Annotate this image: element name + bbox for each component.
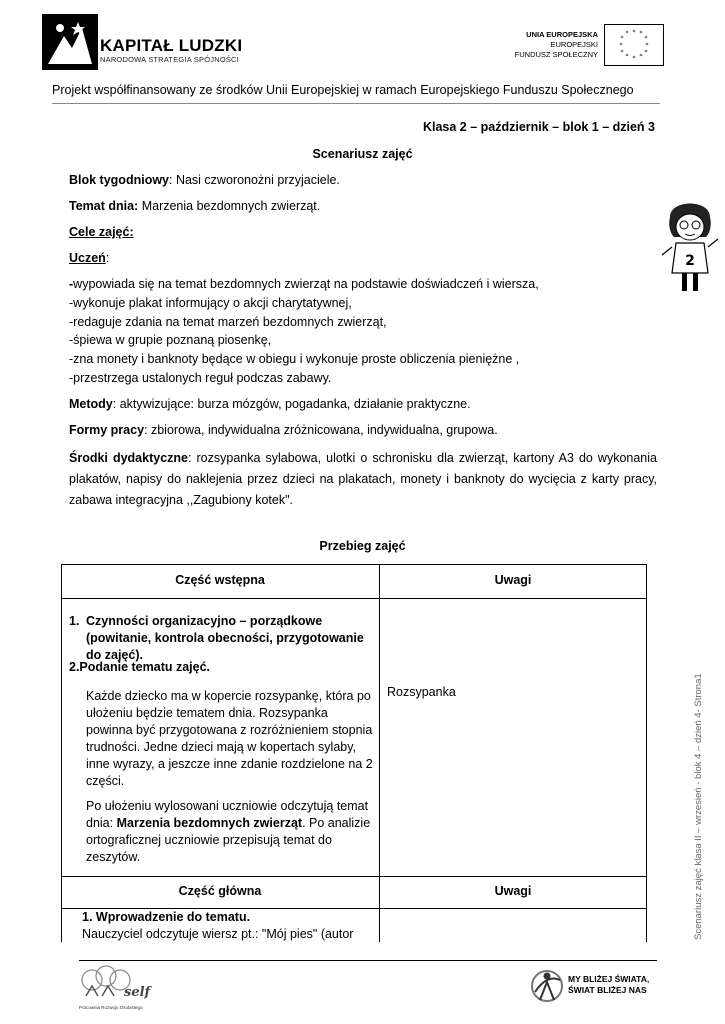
eu-caption (470, 30, 598, 60)
student-line (69, 251, 109, 265)
remark-scramble: Rozsypanka (387, 685, 456, 699)
svg-text:*: * (632, 29, 636, 36)
class-info: Klasa 2 – październik – blok 1 – dzień 3 (422, 120, 655, 134)
svg-text:*: * (620, 49, 624, 56)
topic-reading-paragraph: Po ułożeniu wylosowani uczniowie odczytują temat dnia: Marzenia bezdomnych zwierząt. Po analizie ortograficznej uczniowie przepisują temat do zeszytów. (86, 799, 371, 864)
mascot-number: 2 (685, 253, 695, 269)
weekly-block-line (69, 173, 340, 187)
logo-title: KAPITAŁ LUDZKI (100, 36, 243, 55)
scenario-title: Scenariusz zajęć (312, 147, 413, 161)
footer-divider (79, 960, 657, 961)
goal-item: -przestrzega ustalonych reguł podczas zabawy. (69, 370, 332, 385)
header-divider (52, 103, 660, 104)
work-forms-label: Formy pracy (69, 423, 145, 437)
page-side-caption: Scenariusz zajęć klasa II – wrzesień - blok 4 – dzień 4- Strona1 (693, 673, 704, 940)
svg-text:*: * (644, 35, 648, 42)
lesson-table (61, 564, 647, 942)
eu-flag-icon (604, 24, 664, 66)
self-logo-text: self (124, 985, 151, 1000)
topic-label: Temat dnia: (69, 199, 139, 213)
remarks-header-2: Uwagi (494, 884, 532, 898)
eu-line-2: EUROPEJSKI (550, 40, 598, 49)
globe-figure-icon (530, 966, 564, 1006)
logo-line-2: ŚWIAT BLIŻEJ NAS (568, 985, 647, 995)
goal-item: -wypowiada się na temat bezdomnych zwierząt na podstawie doświadczeń i wiersza, (69, 277, 539, 291)
svg-text:*: * (625, 53, 629, 60)
svg-text:*: * (625, 30, 629, 37)
step-organizational (69, 613, 375, 662)
goals-heading: Cele zajęć: (69, 225, 134, 239)
topic-value: Marzenia bezdomnych zwierząt. (138, 199, 321, 213)
table-border (61, 876, 647, 877)
goal-item: -zna monety i banknoty będące w obiegu i wykonuje proste obliczenia pieniężne , (69, 352, 520, 367)
goal-dash: - (69, 277, 74, 291)
weekly-block-label: Blok tygodniowy (69, 173, 169, 187)
work-forms-line (69, 423, 498, 437)
table-border (61, 598, 647, 599)
methods-value: : aktywizujące: burza mózgów, pogadanka, działanie praktyczne. (112, 397, 471, 411)
topic-line (69, 199, 320, 213)
svg-text:*: * (619, 42, 623, 49)
my-blizej-swiata-logo-text (568, 974, 649, 996)
goal-item: -wykonuje plakat informujący o akcji charytatywnej, (69, 295, 352, 310)
remarks-header: Uwagi (494, 573, 532, 587)
svg-text:*: * (639, 30, 643, 37)
work-forms-value: : zbiorowa, indywidualna zróżnicowana, indywidualna, grupowa. (144, 423, 498, 437)
kapital-ludzki-logo (42, 14, 98, 70)
eu-line-3: FUNDUSZ SPOŁECZNY (514, 50, 598, 59)
svg-text:*: * (639, 53, 643, 60)
lesson-course-title: Przebieg zajęć (319, 539, 406, 553)
self-caption: Pracownia Rozwoju Osobistego (79, 1005, 143, 1010)
goal-item: -śpiewa w grupie poznaną piosenkę, (69, 333, 272, 348)
student-label: Uczeń (69, 251, 106, 265)
main-section-header: Część główna (178, 884, 262, 898)
weekly-block-value: : Nasi czworonożni przyjaciele. (169, 173, 340, 187)
logo-line-1: MY BLIŻEJ ŚWIATA, (568, 974, 650, 984)
step-introduction: 1. Wprowadzenie do tematu. (82, 910, 251, 924)
svg-text:*: * (620, 35, 624, 42)
step-introduction-text: Nauczyciel odczytuje wiersz pt.: "Mój pies" (autor (82, 927, 354, 941)
step-organizational-text: Czynności organizacyjno – porządkowe (powitanie, kontrola obecności, przygotowanie do zajęć). (86, 614, 364, 662)
svg-text:*: * (645, 42, 649, 49)
scramble-paragraph: Każde dziecko ma w kopercie rozsypankę, która po ułożeniu będzie tematem dnia. Rozsypanka powinna być przygotowana z rozróżnieniem stopnia trudności. Jedne dzieci mają w kopertach sylaby, inne wyrazy, a jeszcze inne zdanie rozdzielone na 2 części. (86, 689, 373, 788)
teaching-aids-value: : rozsypanka sylabowa, ulotki o schronisku dla zwierząt, kartony A3 do wykonania plakatów, napisy do naklejenia przez dzieci na plakatach, monety i banknoty do wycięcia z karty pracy, zabawa integracyjna ,,Zagubiony kotek". (69, 451, 657, 507)
goals-list (69, 275, 539, 388)
svg-text:*: * (632, 55, 636, 62)
methods-label: Metody (69, 397, 113, 411)
teaching-aids-label: Środki dydaktyczne (69, 451, 188, 465)
table-border (61, 564, 647, 565)
goal-item: -redaguje zdania na temat marzeń bezdomnych zwierząt, (69, 314, 387, 329)
svg-text:*: * (644, 49, 648, 56)
eu-line-1: UNIA EUROPEJSKA (526, 30, 598, 39)
step-topic: 2.Podanie tematu zajęć. (69, 660, 211, 674)
intro-section-header: Część wstępna (175, 573, 265, 587)
methods-line (69, 397, 471, 411)
teaching-aids-paragraph (69, 448, 657, 511)
logo-subtitle: NARODOWA STRATEGIA SPÓJNOŚCI (100, 55, 239, 64)
project-funding-line: Projekt współfinansowany ze środków Unii Europejskiej w ramach Europejskiego Funduszu Społecznego (52, 83, 634, 97)
student-colon: : (105, 251, 110, 265)
girl-mascot-icon (660, 195, 720, 297)
step-number: 1. (69, 614, 80, 628)
topic-bold: Marzenia bezdomnych zwierząt (116, 816, 303, 830)
